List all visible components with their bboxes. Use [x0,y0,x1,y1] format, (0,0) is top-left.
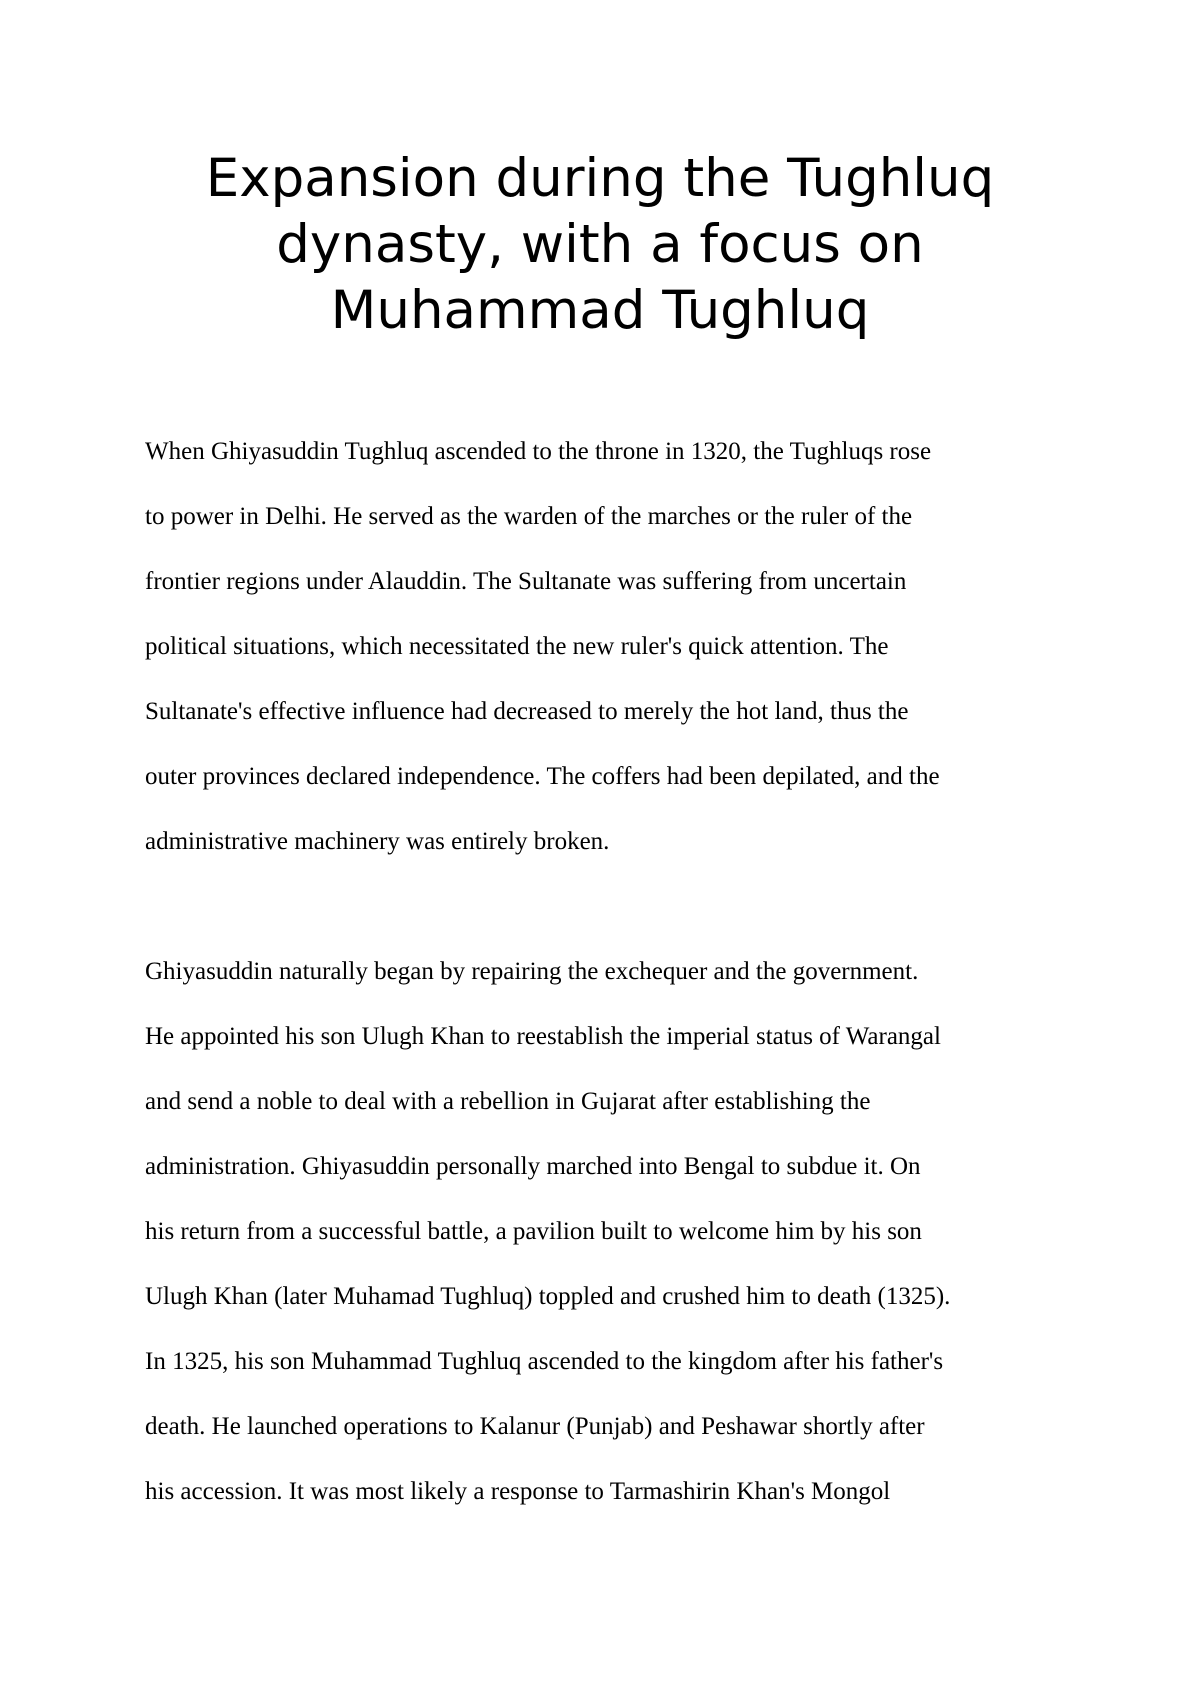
text-line: his accession. It was most likely a response to Tarmashirin Khan's Mongol [145,1478,891,1505]
text-line: frontier regions under Alauddin. The Sultanate was suffering from uncertain [145,568,907,595]
text-line: In 1325, his son Muhammad Tughluq ascended to the kingdom after his father's [145,1348,944,1375]
text-line: administration. Ghiyasuddin personally marched into Bengal to subdue it. On [145,1153,921,1180]
text-line: to power in Delhi. He served as the warden of the marches or the ruler of the [145,503,913,530]
text-line: Sultanate's effective influence had decreased to merely the hot land, thus the [145,698,909,725]
title-line: Muhammad Tughluq [330,280,870,341]
text-line: outer provinces declared independence. The coffers had been depilated, and the [145,763,940,790]
text-line: Ulugh Khan (later Muhamad Tughluq) toppled and crushed him to death (1325). [145,1283,951,1310]
title-line: dynasty, with a focus on [276,214,924,275]
text-line: and send a noble to deal with a rebellion in Gujarat after establishing the [145,1088,871,1115]
text-line: When Ghiyasuddin Tughluq ascended to the throne in 1320, the Tughluqs rose [145,438,932,465]
text-line: political situations, which necessitated the new ruler's quick attention. The [145,633,889,660]
text-line: his return from a successful battle, a pavilion built to welcome him by his son [145,1218,922,1245]
text-line: He appointed his son Ulugh Khan to reestablish the imperial status of Warangal [145,1023,941,1050]
title-line: Expansion during the Tughluq [205,148,995,209]
text-line: Ghiyasuddin naturally began by repairing the exchequer and the government. [145,958,919,985]
document-title [150,146,1050,344]
text-line: administrative machinery was entirely broken. [145,828,610,855]
text-line: death. He launched operations to Kalanur (Punjab) and Peshawar shortly after [145,1413,925,1440]
